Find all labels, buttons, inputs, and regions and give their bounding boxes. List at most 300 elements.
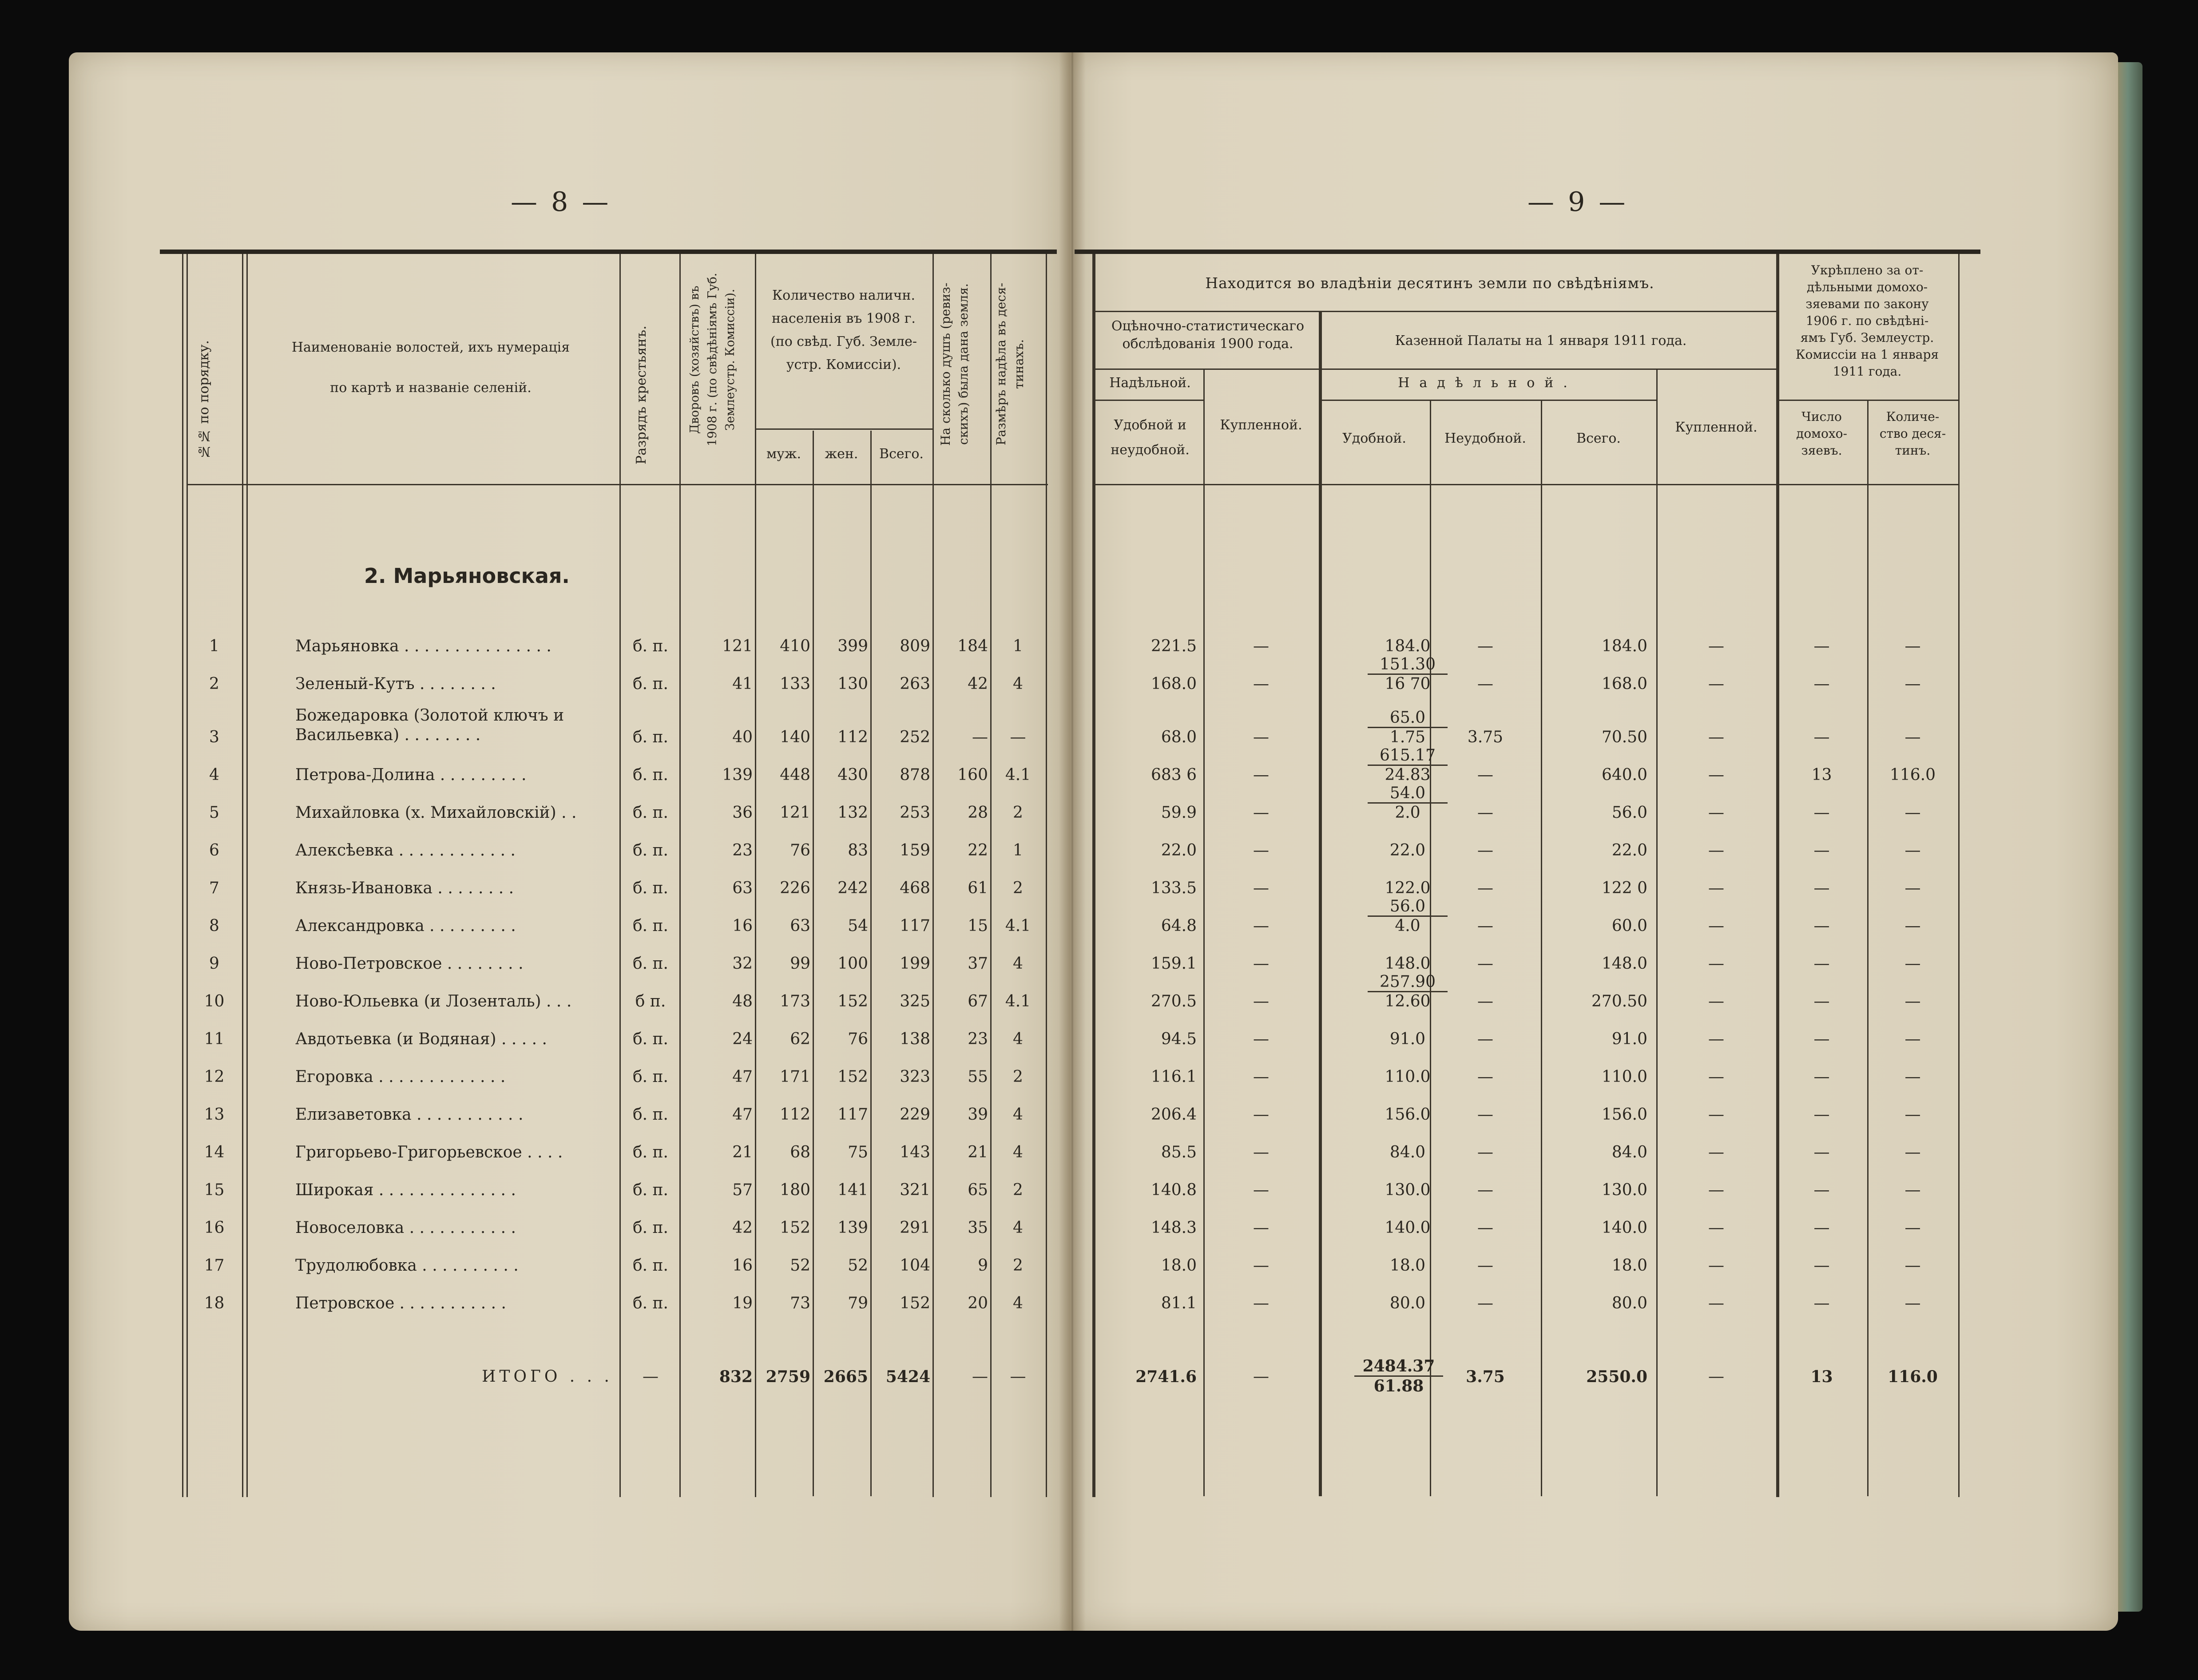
ocen-udobnoi: 68.0 (1161, 728, 1197, 746)
header-population-line: устр. Комиссіи). (786, 357, 901, 372)
ocen-kuplennoi: — (1253, 766, 1269, 784)
header-razmer-line: тинахъ. (1012, 339, 1026, 389)
dushi: 61 (968, 879, 988, 897)
header-possession: Находится во владѣніи десятинъ земли по свѣдѣніямъ. (1205, 274, 1654, 292)
settlement-name: Александровка . . . . . . . . . (295, 917, 516, 935)
pop-female: 141 (837, 1181, 868, 1199)
pop-total: 143 (900, 1143, 930, 1161)
pop-male: 152 (780, 1219, 810, 1237)
dushi: 9 (978, 1256, 988, 1275)
header-ocenochno-line: обслѣдованія 1900 года. (1122, 336, 1293, 352)
dvorov: 23 (732, 841, 753, 860)
row-rule (1092, 400, 1203, 401)
razryad: б. п. (633, 1030, 668, 1048)
pop-total: 878 (900, 766, 930, 784)
pop-male: 121 (780, 804, 810, 822)
column-rule (1867, 400, 1869, 1496)
numerator: 257.90 (1380, 973, 1436, 991)
ukr-chislo: — (1813, 1105, 1830, 1124)
kaz-kuplennoi: — (1708, 804, 1724, 822)
header-dushi (937, 262, 986, 466)
razryad: б. п. (633, 917, 668, 935)
ocen-kuplennoi: — (1253, 1030, 1269, 1048)
pop-total: 253 (900, 804, 930, 822)
kaz-kuplennoi: — (1708, 1294, 1724, 1312)
row-number: 18 (204, 1294, 225, 1312)
razmer: 2 (1013, 804, 1023, 822)
header-nadelnoi-2: Надѣльной. (1398, 375, 1577, 391)
ukr-kolichestvo: 116.0 (1889, 766, 1936, 784)
dvorov: 40 (732, 728, 753, 746)
settlement-name: Ново-Юльевка (и Лозенталь) . . . (295, 992, 572, 1010)
ukr-chislo: — (1813, 804, 1830, 822)
header-razmer-line: Размѣръ надѣла въ деся- (994, 282, 1008, 446)
kaz-neudobnoi: — (1477, 637, 1493, 655)
denominator: 4.0 (1368, 915, 1448, 935)
kaz-vsego: 140.0 (1601, 1219, 1647, 1237)
razryad: б. п. (633, 1294, 668, 1312)
kaz-kuplennoi: — (1708, 675, 1724, 693)
pop-total: 5424 (885, 1367, 930, 1386)
pop-male: 171 (780, 1068, 810, 1086)
header-kazennoi: Казенной Палаты на 1 января 1911 года. (1395, 333, 1687, 349)
razmer: 4.1 (1005, 917, 1031, 935)
razryad: б. п. (633, 804, 668, 822)
ukr-chislo: — (1813, 1143, 1830, 1161)
settlement-name: Новоселовка . . . . . . . . . . . (295, 1219, 516, 1237)
header-ukrepleno-line: зяевами по закону (1805, 297, 1929, 311)
row-number: 7 (209, 879, 219, 897)
row-number: 10 (204, 992, 225, 1010)
dushi: 55 (968, 1068, 988, 1086)
denominator: 2.0 (1368, 802, 1448, 822)
kaz-neudobnoi: — (1477, 1256, 1493, 1275)
pop-male: 410 (780, 637, 810, 655)
row-number: 9 (209, 955, 219, 973)
denominator: 16 70 (1368, 674, 1448, 693)
razryad: б. п. (633, 955, 668, 973)
kaz-kuplennoi: — (1708, 1143, 1724, 1161)
ocen-kuplennoi: — (1253, 1367, 1269, 1386)
dushi: 160 (957, 766, 988, 784)
dvorov: 121 (722, 637, 753, 655)
pop-male: 448 (780, 766, 810, 784)
row-number: 15 (204, 1181, 225, 1199)
row-rule (1092, 484, 1958, 485)
ocen-kuplennoi: — (1253, 675, 1269, 693)
razryad: б. п. (633, 675, 668, 693)
header-udobnoi-neudobnoi-line: Удобной и (1114, 417, 1186, 433)
settlement-name: Трудолюбовка . . . . . . . . . . (295, 1256, 519, 1275)
ocen-udobnoi: 140.8 (1151, 1181, 1197, 1199)
kaz-vsego: 270.50 (1591, 992, 1647, 1010)
ukr-chislo: — (1813, 675, 1830, 693)
ukr-chislo: — (1813, 917, 1830, 935)
razmer: 4 (1013, 1030, 1023, 1048)
column-rule (1541, 400, 1542, 1496)
row-rule (186, 484, 1048, 485)
kaz-neudobnoi: — (1477, 992, 1493, 1010)
pop-female: 54 (848, 917, 868, 935)
row-rule (1319, 400, 1656, 401)
kaz-neudobnoi: 3.75 (1467, 728, 1504, 746)
header-ukrepleno-line: Укрѣплено за от- (1811, 263, 1924, 277)
header-dushi-line: скихъ) была дана земля. (956, 283, 971, 445)
header-vsego: Всего. (1576, 431, 1621, 446)
ukr-kolichestvo: — (1904, 917, 1921, 935)
pop-total: 152 (900, 1294, 930, 1312)
pop-male: 140 (780, 728, 810, 746)
razmer: 2 (1013, 1068, 1023, 1086)
ocen-kuplennoi: — (1253, 728, 1269, 746)
settlement-name: Егоровка . . . . . . . . . . . . . (295, 1068, 506, 1086)
ukr-kolichestvo: — (1904, 1219, 1921, 1237)
column-rule (1319, 311, 1322, 1496)
dushi: — (972, 728, 988, 746)
row-number: 6 (209, 841, 219, 860)
kaz-kuplennoi: — (1708, 637, 1724, 655)
dushi: 67 (968, 992, 988, 1010)
numerator: 56.0 (1389, 897, 1426, 915)
kaz-kuplennoi: — (1708, 841, 1724, 860)
pop-male: 76 (790, 841, 810, 860)
kaz-neudobnoi: 3.75 (1466, 1367, 1505, 1386)
ukr-kolichestvo: — (1904, 1256, 1921, 1275)
dvorov: 48 (732, 992, 753, 1010)
razmer: 4 (1013, 1294, 1023, 1312)
column-rule (246, 254, 248, 1497)
kaz-neudobnoi: — (1477, 1219, 1493, 1237)
pop-male: 173 (780, 992, 810, 1010)
header-chislo (1776, 408, 1867, 459)
razmer: 2 (1013, 1256, 1023, 1275)
razmer: 4 (1013, 675, 1023, 693)
ukr-chislo: — (1813, 728, 1830, 746)
header-kuplennoi-2: Купленной. (1675, 420, 1758, 435)
kaz-neudobnoi: — (1477, 804, 1493, 822)
header-chislo-line: Число (1801, 409, 1842, 424)
ocen-kuplennoi: — (1253, 804, 1269, 822)
settlement-name: Григорьево-Григорьевское . . . . (295, 1143, 563, 1161)
razmer: 2 (1013, 1181, 1023, 1199)
header-dvorov-line: 1908 г. (по свѣдѣніямъ Губ. (706, 273, 719, 447)
razryad: б. п. (633, 1105, 668, 1124)
dvorov: 47 (732, 1068, 753, 1086)
kaz-kuplennoi: — (1708, 992, 1724, 1010)
ocen-udobnoi: 2741.6 (1135, 1367, 1197, 1386)
kaz-neudobnoi: — (1477, 1068, 1493, 1086)
ukr-chislo: — (1813, 1068, 1830, 1086)
ukr-kolichestvo: — (1904, 879, 1921, 897)
cover-edge (2118, 62, 2142, 1612)
total-label: ИТОГО . . . (482, 1367, 613, 1386)
ukr-kolichestvo: — (1904, 1181, 1921, 1199)
row-number: 12 (204, 1068, 225, 1086)
pop-total: 229 (900, 1105, 930, 1124)
kaz-kuplennoi: — (1708, 1068, 1724, 1086)
dvorov: 21 (732, 1143, 753, 1161)
pop-total: 809 (900, 637, 930, 655)
page-number-left: — 8 — (511, 186, 611, 218)
ukr-kolichestvo: — (1904, 841, 1921, 860)
ocen-kuplennoi: — (1253, 637, 1269, 655)
kaz-vsego: 22.0 (1611, 841, 1647, 860)
razryad: б. п. (633, 728, 668, 746)
ukr-kolichestvo: 116.0 (1888, 1367, 1938, 1386)
kaz-neudobnoi: — (1477, 917, 1493, 935)
value: 22.0 (1389, 841, 1426, 860)
razmer: — (1010, 1367, 1026, 1386)
header-number: №№ по порядку. (196, 340, 212, 459)
pop-total: 291 (900, 1219, 930, 1237)
ocen-kuplennoi: — (1253, 955, 1269, 973)
ocen-kuplennoi: — (1253, 1219, 1269, 1237)
razmer: 4 (1013, 1219, 1023, 1237)
header-ocenochno-line: Оцѣночно-статистическаго (1111, 318, 1305, 334)
kaz-vsego: 184.0 (1601, 637, 1647, 655)
dushi: 28 (968, 804, 988, 822)
header-population (755, 284, 932, 376)
dvorov: 63 (732, 879, 753, 897)
dvorov: 16 (732, 917, 753, 935)
dushi: 21 (968, 1143, 988, 1161)
value: 130.0 (1385, 1181, 1431, 1199)
value: 18.0 (1389, 1256, 1426, 1275)
kaz-neudobnoi: — (1477, 1143, 1493, 1161)
razryad: б п. (635, 992, 666, 1010)
kaz-neudobnoi: — (1477, 879, 1493, 897)
row-rule (1092, 368, 1776, 370)
pop-male: 180 (780, 1181, 810, 1199)
kaz-kuplennoi: — (1708, 1256, 1724, 1275)
dvorov: 19 (732, 1294, 753, 1312)
ukr-chislo: 13 (1810, 1367, 1833, 1386)
dvorov: 832 (719, 1367, 753, 1386)
header-population-line: населенія въ 1908 г. (772, 311, 916, 326)
header-kolichestvo-line: ство деся- (1879, 426, 1946, 441)
ocen-udobnoi: 206.4 (1151, 1105, 1197, 1124)
ocen-udobnoi: 81.1 (1161, 1294, 1197, 1312)
pop-male: 226 (780, 879, 810, 897)
ukr-chislo: — (1813, 1219, 1830, 1237)
razryad: б. п. (633, 1181, 668, 1199)
book-spine (1059, 52, 1086, 1631)
kaz-kuplennoi: — (1708, 955, 1724, 973)
dushi: 42 (968, 675, 988, 693)
pop-female: 75 (848, 1143, 868, 1161)
kaz-vsego: 80.0 (1611, 1294, 1647, 1312)
pop-female: 152 (837, 1068, 868, 1086)
header-name-line: Наименованіе волостей, ихъ нумерація (291, 340, 570, 355)
ukr-kolichestvo: — (1904, 804, 1921, 822)
kaz-neudobnoi: — (1477, 1294, 1493, 1312)
row-number: 16 (204, 1219, 225, 1237)
numerator: 65.0 (1389, 709, 1426, 727)
header-ukrepleno-line: дѣльными домохо- (1806, 280, 1928, 294)
pop-male: 99 (790, 955, 810, 973)
header-population-line: Количество наличн. (772, 288, 916, 303)
razryad: б. п. (633, 1143, 668, 1161)
ocen-kuplennoi: — (1253, 1068, 1269, 1086)
value: 80.0 (1389, 1294, 1426, 1312)
header-udobnoi-neudobnoi-line: неудобной. (1111, 442, 1190, 458)
header-chislo-line: домохо- (1796, 426, 1847, 441)
row-number: 13 (204, 1105, 225, 1124)
ocen-kuplennoi: — (1253, 1105, 1269, 1124)
settlement-name: Широкая . . . . . . . . . . . . . . (295, 1181, 516, 1199)
pop-female: 2665 (823, 1367, 868, 1386)
pop-male: 62 (790, 1030, 810, 1048)
pop-male: 2759 (766, 1367, 810, 1386)
header-name-line: по картѣ и названіе селеній. (330, 380, 532, 396)
pop-female: 83 (848, 841, 868, 860)
razmer: 1 (1013, 841, 1023, 860)
denominator: 61.88 (1354, 1375, 1443, 1395)
numerator: 151.30 (1380, 655, 1436, 674)
ocen-kuplennoi: — (1253, 841, 1269, 860)
pop-female: 430 (837, 766, 868, 784)
dushi: — (972, 1367, 988, 1386)
ukr-chislo: — (1813, 637, 1830, 655)
settlement-name: Божедаровка (Золотой ключъ и Васильевка) . . . . . . . . (295, 706, 564, 744)
header-chislo-line: зяевъ. (1801, 443, 1842, 458)
settlement-name: Петрова-Долина . . . . . . . . . (295, 766, 527, 784)
pop-total: 263 (900, 675, 930, 693)
ukr-chislo: — (1813, 992, 1830, 1010)
dushi: 23 (968, 1030, 988, 1048)
kaz-kuplennoi: — (1708, 1367, 1724, 1386)
ukr-kolichestvo: — (1904, 1105, 1921, 1124)
top-rule-left (160, 250, 1057, 254)
ukr-kolichestvo: — (1904, 637, 1921, 655)
pop-female: 100 (837, 955, 868, 973)
ukr-chislo: — (1813, 955, 1830, 973)
kaz-neudobnoi: — (1477, 955, 1493, 973)
ocen-udobnoi: 148.3 (1151, 1219, 1197, 1237)
settlement-name: Ново-Петровское . . . . . . . . (295, 955, 524, 973)
column-rule (1958, 254, 1960, 1497)
ocen-udobnoi: 221.5 (1151, 637, 1197, 655)
row-rule (1776, 400, 1958, 401)
numerator: 615.17 (1380, 746, 1436, 765)
dushi: 184 (957, 637, 988, 655)
pop-total: 468 (900, 879, 930, 897)
razmer: 4 (1013, 1143, 1023, 1161)
row-rule (1092, 311, 1776, 312)
header-pop-f: жен. (825, 446, 858, 462)
header-ukrepleno (1776, 262, 1958, 380)
pop-total: 159 (900, 841, 930, 860)
ukr-kolichestvo: — (1904, 1143, 1921, 1161)
kaz-vsego: 168.0 (1601, 675, 1647, 693)
ukr-kolichestvo: — (1904, 1294, 1921, 1312)
dvorov: 139 (722, 766, 753, 784)
header-razryad: Разрядъ крестьянъ. (634, 325, 649, 465)
header-ukrepleno-line: 1906 г. по свѣдѣні- (1805, 313, 1929, 328)
dvorov: 24 (732, 1030, 753, 1048)
pop-female: 79 (848, 1294, 868, 1312)
value: 140.0 (1385, 1219, 1431, 1237)
settlement-name: Михайловка (х. Михайловскій) . . (295, 804, 577, 822)
ukr-kolichestvo: — (1904, 675, 1921, 693)
dushi: 20 (968, 1294, 988, 1312)
kaz-kuplennoi: — (1708, 766, 1724, 784)
header-kolichestvo (1867, 408, 1958, 459)
denominator: 12.60 (1368, 991, 1448, 1010)
header-neudobnoi: Неудобной. (1444, 431, 1526, 446)
header-dvorov-line: Дворовъ (хозяйствъ) въ (688, 285, 702, 434)
header-ukrepleno-line: 1911 года. (1833, 364, 1902, 379)
ukr-chislo: — (1813, 1294, 1830, 1312)
dvorov: 42 (732, 1219, 753, 1237)
row-number: 4 (209, 766, 219, 784)
razmer: 1 (1013, 637, 1023, 655)
pop-total: 252 (900, 728, 930, 746)
row-number: 11 (204, 1030, 225, 1048)
column-rule (1430, 400, 1431, 1496)
pop-total: 117 (900, 917, 930, 935)
header-dvorov-line: Землеустр. Комиссіи). (723, 289, 737, 431)
pop-female: 152 (837, 992, 868, 1010)
header-ukrepleno-line: ямъ Губ. Землеустр. (1800, 330, 1934, 345)
settlement-name: Князь-Ивановка . . . . . . . . (295, 879, 514, 897)
kaz-kuplennoi: — (1708, 1181, 1724, 1199)
row-number: 17 (204, 1256, 225, 1275)
settlement-name: Алексѣевка . . . . . . . . . . . . (295, 841, 516, 860)
razryad: б. п. (633, 841, 668, 860)
ukr-chislo: — (1813, 1256, 1830, 1275)
pop-female: 117 (837, 1105, 868, 1124)
razmer: 2 (1013, 879, 1023, 897)
value: 91.0 (1389, 1030, 1426, 1048)
settlement-name: Елизаветовка . . . . . . . . . . . (295, 1105, 524, 1124)
denominator: 24.83 (1368, 765, 1448, 784)
kaz-vsego: 56.0 (1611, 804, 1647, 822)
top-rule-right (1075, 250, 1980, 254)
pop-total: 325 (900, 992, 930, 1010)
ocen-udobnoi: 22.0 (1161, 841, 1197, 860)
ocen-kuplennoi: — (1253, 992, 1269, 1010)
pop-female: 399 (837, 637, 868, 655)
kaz-vsego: 640.0 (1601, 766, 1647, 784)
row-number: 1 (209, 637, 219, 655)
header-udobnoi-neudobnoi (1097, 413, 1203, 463)
denominator: 1.75 (1368, 727, 1448, 746)
row-number: 3 (209, 728, 219, 746)
pop-male: 63 (790, 917, 810, 935)
ocen-udobnoi: 270.5 (1151, 992, 1197, 1010)
dvorov: 36 (732, 804, 753, 822)
dvorov: 41 (732, 675, 753, 693)
numerator: 54.0 (1389, 784, 1426, 802)
dushi: 39 (968, 1105, 988, 1124)
pop-female: 130 (837, 675, 868, 693)
header-dvorov (686, 258, 748, 462)
ocen-udobnoi: 94.5 (1161, 1030, 1197, 1048)
kaz-vsego: 18.0 (1611, 1256, 1647, 1275)
kaz-vsego: 91.0 (1611, 1030, 1647, 1048)
header-pop-total: Всего. (879, 446, 924, 462)
pop-total: 199 (900, 955, 930, 973)
dushi: 37 (968, 955, 988, 973)
pop-female: 242 (837, 879, 868, 897)
ocen-udobnoi: 64.8 (1161, 917, 1197, 935)
ocen-udobnoi: 159.1 (1151, 955, 1197, 973)
pop-total: 321 (900, 1181, 930, 1199)
ocen-kuplennoi: — (1253, 917, 1269, 935)
settlement-name: Авдотьевка (и Водяная) . . . . . (295, 1030, 547, 1048)
kaz-neudobnoi: — (1477, 1181, 1493, 1199)
